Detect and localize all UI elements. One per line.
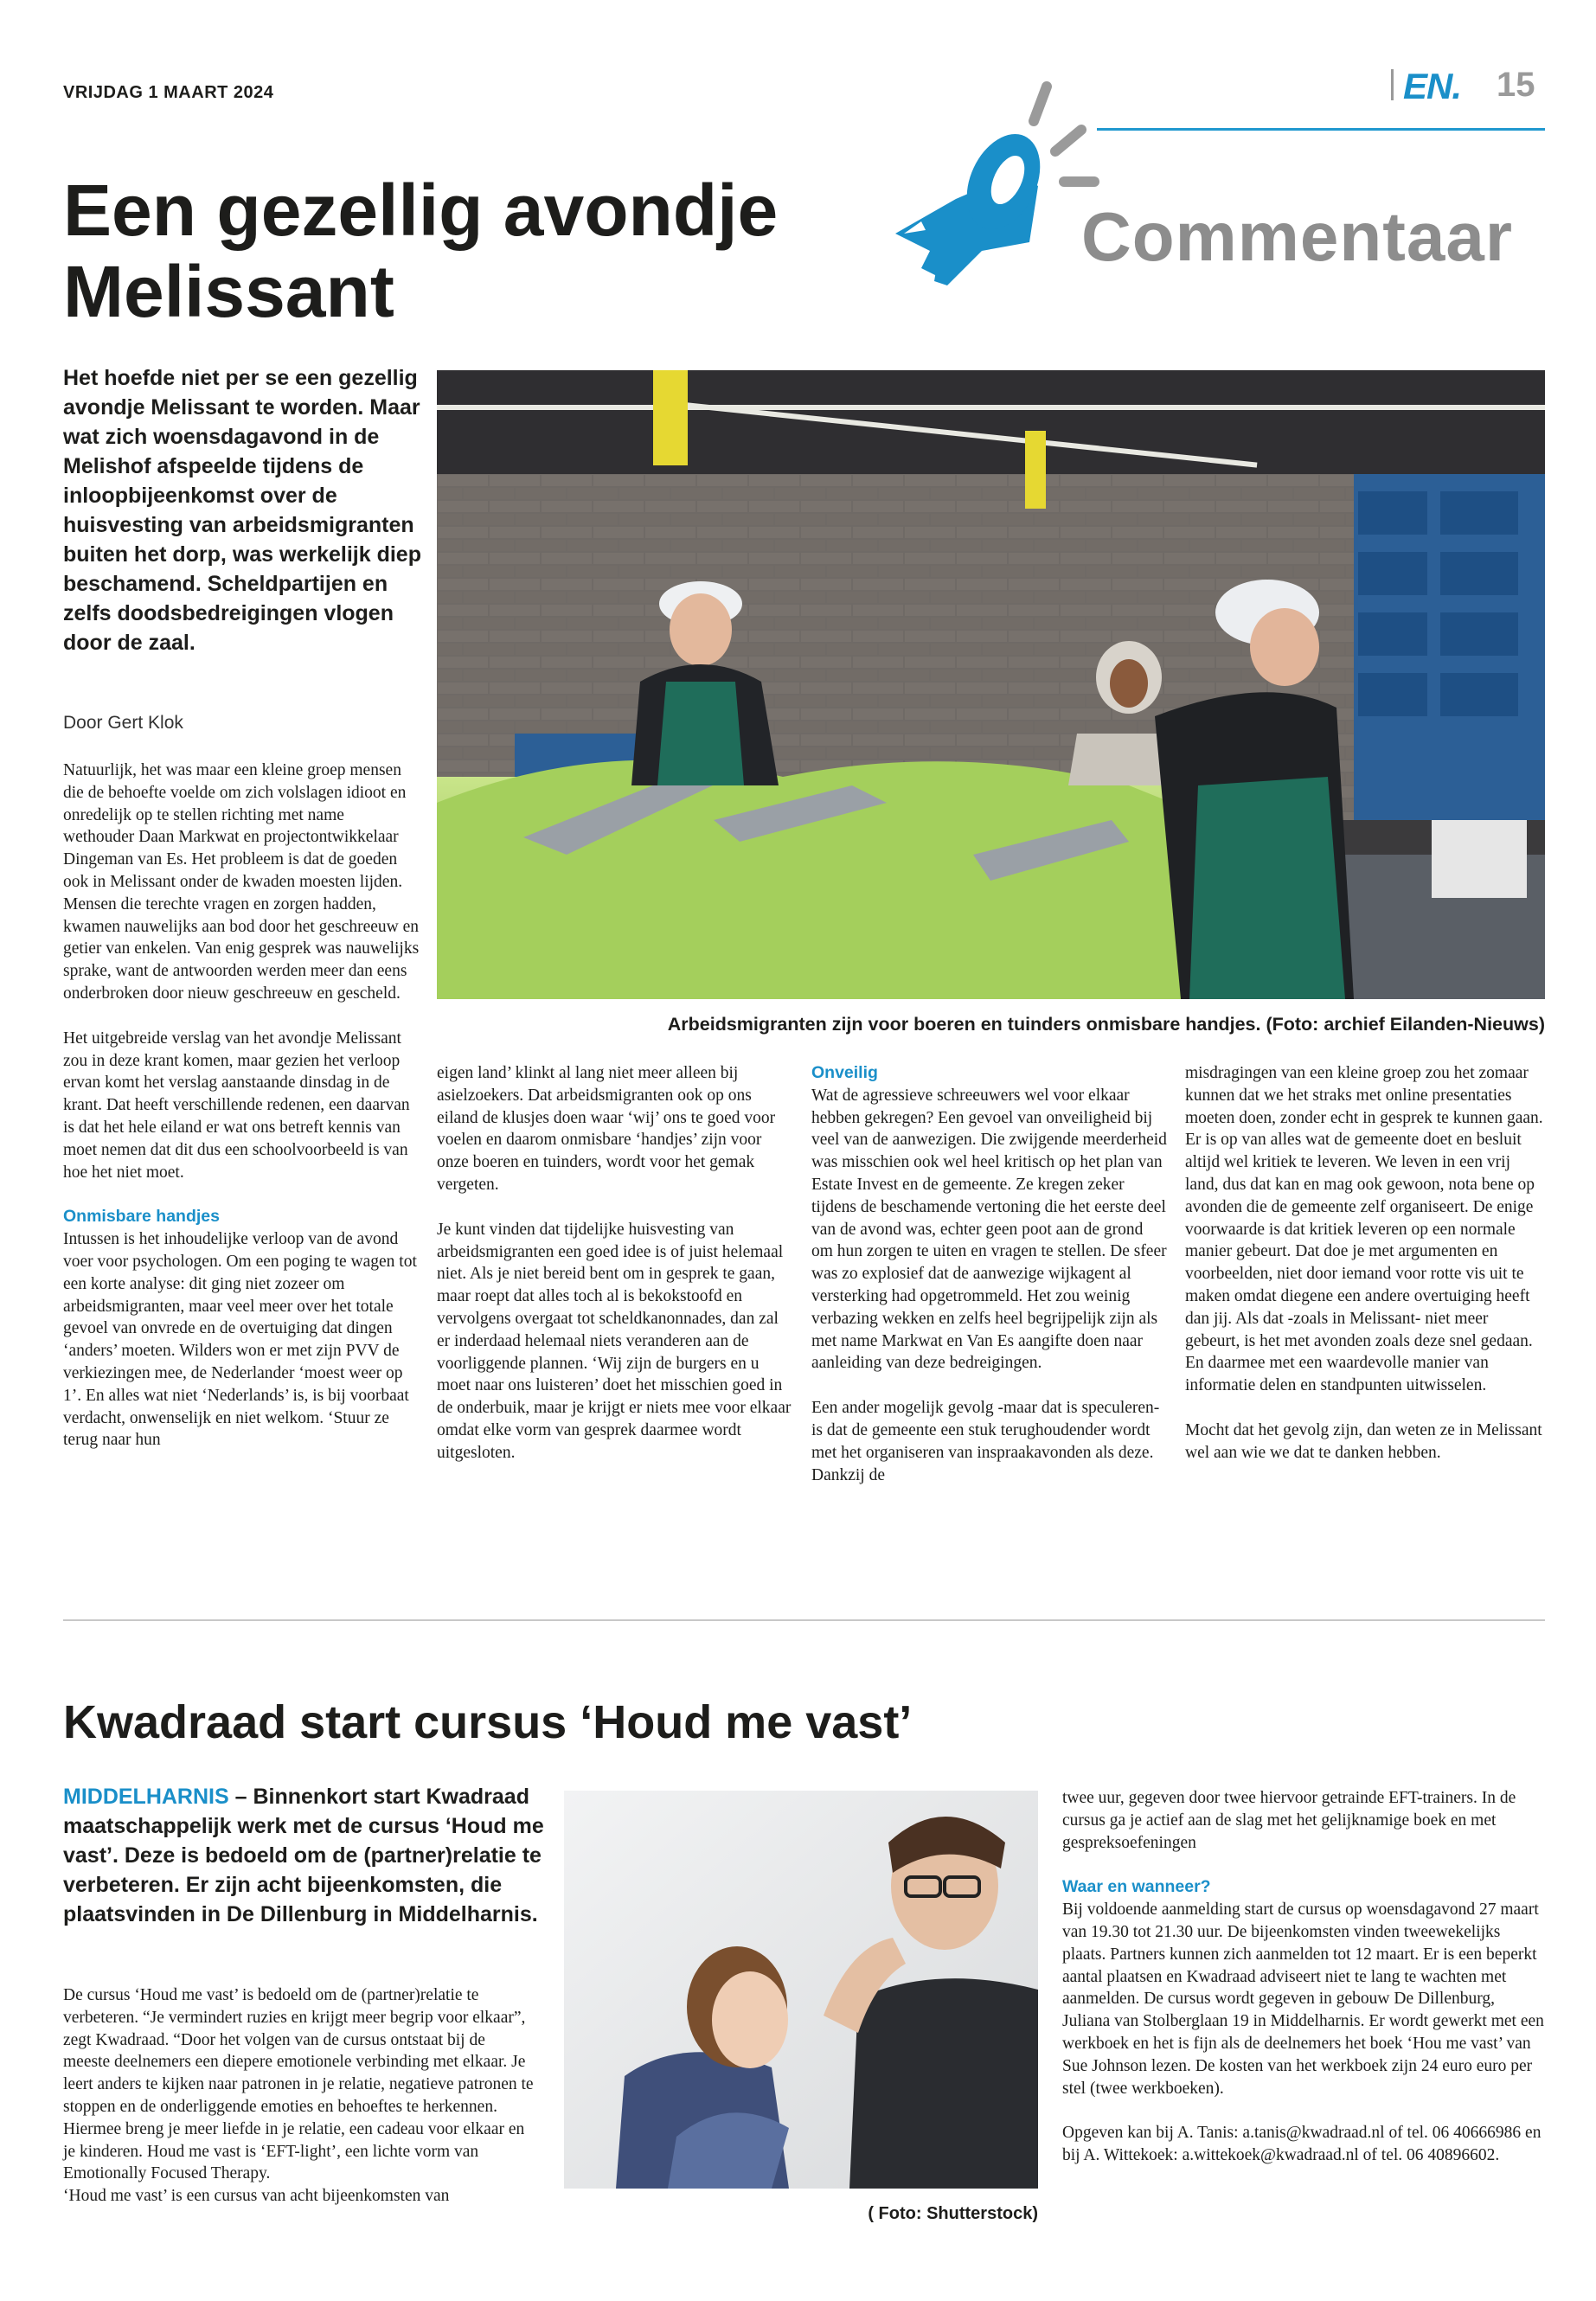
paragraph: Bij voldoende aanmelding start de cursus op woensdagavond 27 maart van 19.30 tot 21.30 uur. De bijeenkomsten vinden tweewekelijks plaats. Partners kunnen zich aanmelden tot 12 maart. Er is een beperkt aantal plaatsen en Kwadraad adviseert niet te lang te wachten met aanmelden. De cursus wordt gegeven in gebouw De Dillenburg, Juliana van Stolberglaan 19 in Middelharnis. Er wordt gewerkt met een werkboek en het is fijn als de deelnemers het boek ‘Hou me vast’ van Sue Johnson lezen. De kosten van het werkboek zijn 24 euro euro per stel (twee werkboeken).	[1062, 1900, 1544, 2098]
paragraph: twee uur, gegeven door twee hiervoor getrainde EFT-trainers. In de cursus ga je actief aan de slag met het gelijknamige boek en met gespreksoefeningen	[1062, 1789, 1516, 1852]
article1-column-2	[437, 1062, 793, 1487]
paragraph: Wat de agressieve schreeuwers wel voor elkaar hebben gekregen? Een gevoel van onveiligheid bij veel van de aanwezigen. Die zwijgende meerderheid was misschien ook wel heel kritisch op het plan van Estate Invest en de gemeente. Ze kregen zeker tijdens de beschamende vertoning die het eerste deel van de avond was, echter geen poot aan de grond om hun zorgen te uiten en vragen te stellen. De sfeer was zo explosief dat de aanwezige wijkagent al versterking had opgetrommeld. Het zou weinig verbazing wekken en zelfs heel begrijpelijk zijn als met name Markwat en Van Es aangifte doen naar aanleiding van deze bedreigingen.	[811, 1086, 1167, 1373]
article1-byline: Door Gert Klok	[63, 713, 183, 733]
megaphone-logo-icon	[887, 69, 1103, 294]
paragraph: ‘Houd me vast’ is een cursus van acht bijeenkomsten van	[63, 2187, 450, 2206]
article-divider	[63, 1619, 1545, 1621]
article2-headline: Kwadraad start cursus ‘Houd me vast’	[63, 1696, 913, 1748]
article1-column-3	[811, 1062, 1168, 1509]
greenhouse-workers-image	[437, 370, 1545, 999]
page-number: 15	[1497, 66, 1535, 104]
article1-photo-caption: Arbeidsmigranten zijn voor boeren en tuinders onmisbare handjes. (Foto: archief Eilanden-Nieuws)	[667, 1014, 1545, 1035]
contact-paragraph: Opgeven kan bij A. Tanis: a.tanis@kwadraad.nl of tel. 06 40666986 en bij A. Wittekoek: a.wittekoek@kwadraad.nl of tel. 06 40896602.	[1062, 2124, 1542, 2165]
article1-photo	[437, 370, 1545, 999]
article2-column-1	[63, 1984, 535, 2230]
article2-intro	[63, 1782, 556, 1929]
article1-column-4	[1185, 1062, 1545, 1487]
paragraph: De cursus ‘Houd me vast’ is bedoeld om de (partner)relatie te verbeteren. “Je vermindert ruzies en krijgt meer begrip voor elkaar”, zegt Kwadraad. “Door het volgen van de cursus ontstaat bij de meeste deelnemers een diepere emotionele verbinding met elkaar. Je leert anders te kijken naar patronen in je relatie, negatieve patronen te stoppen en de onderliggende emoties en behoeftes te herkennen. Hiermee breng je meer liefde in je relatie, een cadeau voor elkaar en je kinderen. Houd me vast is ‘EFT-light’, een lichte vorm van Emotionally Focused Therapy.	[63, 1986, 534, 2183]
article1-headline: Een gezellig avondje Melissant	[63, 170, 779, 332]
subheading-onveilig: Onveilig	[811, 1063, 878, 1082]
subheading-waar-en-wanneer: Waar en wanneer?	[1062, 1877, 1211, 1897]
paragraph: Een ander mogelijk gevolg -maar dat is speculeren- is dat de gemeente een stuk terughoudender wordt met het organiseren van inspraakavonden als deze. Dankzij de	[811, 1399, 1160, 1484]
article2-photo	[564, 1791, 1038, 2189]
article2-photo-caption: ( Foto: Shutterstock)	[868, 2204, 1038, 2223]
paragraph: misdragingen van een kleine groep zou het zomaar kunnen dat we het straks met online presentaties moeten doen, zonder echt in gesprek te kunnen gaan. Er is op van alles wat de gemeente doet en besluit altijd wel kritiek te leveren. We leven in een vrij land, dus dat kan en mag ook gewoon, nota bene op avonden die de gemeente zelf organiseert. De enige voorwaarde is dat kritiek leveren op een normale manier gebeurt. Dat doe je met argumenten en voorbeelden, niet door iemand voor rotte vis uit te maken omdat diegene een andere overtuiging heeft dan jij. Als dat -zoals in Melissant- niet meer gebeurt, is het met avonden zoals deze snel gedaan. En daarmee met een waardevolle manier van informatie delen en standpunten uitwisselen.	[1185, 1064, 1543, 1395]
article1-intro: Het hoefde niet per se een gezellig avondje Melissant te worden. Maar wat zich woensdagavond in de Melishof afspeelde tijdens de inloopbijeenkomst over de huisvesting van arbeidsmigranten buiten het dorp, was werkelijk diep beschamend. Scheldpartijen en zelfs doodsbedreigingen vlogen door de zaal.	[63, 366, 421, 655]
paragraph: Mocht dat het gevolg zijn, dan weten ze in Melissant wel aan wie we dat te danken hebben.	[1185, 1420, 1542, 1462]
paragraph: eigen land’ klinkt al lang niet meer alleen bij asielzoekers. Dat arbeidsmigranten ook op ons eiland de klusjes doen waar ‘wij’ ons te goed voor voelen en daarom onmisbare ‘handjes’ zijn voor onze boeren en tuinders, wordt voor het gemak vergeten.	[437, 1064, 776, 1194]
subheading-onmisbare-handjes: Onmisbare handjes	[63, 1207, 220, 1227]
article2-intro-text: – Binnenkort start Kwadraad maatschappelijk werk met de cursus ‘Houd me vast’. Deze is bedoeld om de (partner)relatie te verbeteren. Er zijn acht bijeenkomsten, die plaatsvinden in De Dillenburg in Middelharnis.	[63, 1785, 544, 1926]
brand-logo: EN.	[1403, 66, 1462, 106]
paragraph: Het uitgebreide verslag van het avondje Melissant zou in deze krant komen, maar gezien het verloop ervan komt het verslag aanstaande dinsdag in de krant. Dat heeft verschillende redenen, een daarvan is dat het hele eiland er wat ons betreft kennis van moet nemen dat dit dus een schoolvoorbeeld is van hoe het niet moet.	[63, 1029, 410, 1182]
paragraph: Je kunt vinden dat tijdelijke huisvesting van arbeidsmigranten een goed idee is of juist helemaal niet. Als je niet bereid bent om in gesprek te gaan, maar roept dat alles toch al is bekokstoofd en vervolgens overgaat tot scheldkanonnades, dan zal er inderdaad helemaal niets veranderen aan de voorliggende plannen. ‘Wij zijn de burgers en u moet naar ons luisteren’ doet het misschien goed in de onderbuik, maar je krijgt er niets mee voor elkaar omdat elke vorm van gesprek daarmee wordt uitgesloten.	[437, 1220, 792, 1462]
couple-image	[564, 1791, 1038, 2189]
header-rule	[1097, 128, 1545, 131]
article2-column-2	[1062, 1787, 1547, 2189]
article1-column-1	[63, 760, 420, 1474]
section-title: Commentaar	[1081, 198, 1514, 275]
paragraph: Intussen is het inhoudelijke verloop van de avond voer voor psychologen. Om een poging te wagen tot een korte analyse: dit ging niet zozeer om arbeidsmigranten, maar veel meer over het totale gevoel van onvrede en de overtuiging dat dingen ‘anders’ moeten. Wilders won er met zijn PVV de verkiezingen mee, de Nederlander ‘moest weer op 1’. En alles wat niet ‘Nederlands’ is, is bij voorbaat verdacht, onwenselijk en niet welkom. ‘Stuur ze terug naar hun	[63, 1230, 417, 1450]
header-divider	[1391, 69, 1394, 100]
page-date: VRIJDAG 1 MAART 2024	[63, 83, 274, 102]
dateline-place: MIDDELHARNIS	[63, 1785, 229, 1809]
paragraph: Natuurlijk, het was maar een kleine groep mensen die de behoefte voelde om zich volslagen idioot en onredelijk op te stellen richting met name wethouder Daan Markwat en projectontwikkelaar Dingeman van Es. Het probleem is dat de goeden ook in Melissant onder de kwaden moesten lijden. Mensen die terechte vragen en zorgen hadden, kwamen nauwelijks aan bod door het geschreeuw en getier van enkelen. Van enig gesprek was nauwelijks sprake, want de antwoorden werden meer dan eens onderbroken door nieuw geschreeuw en gescheld.	[63, 761, 420, 1003]
